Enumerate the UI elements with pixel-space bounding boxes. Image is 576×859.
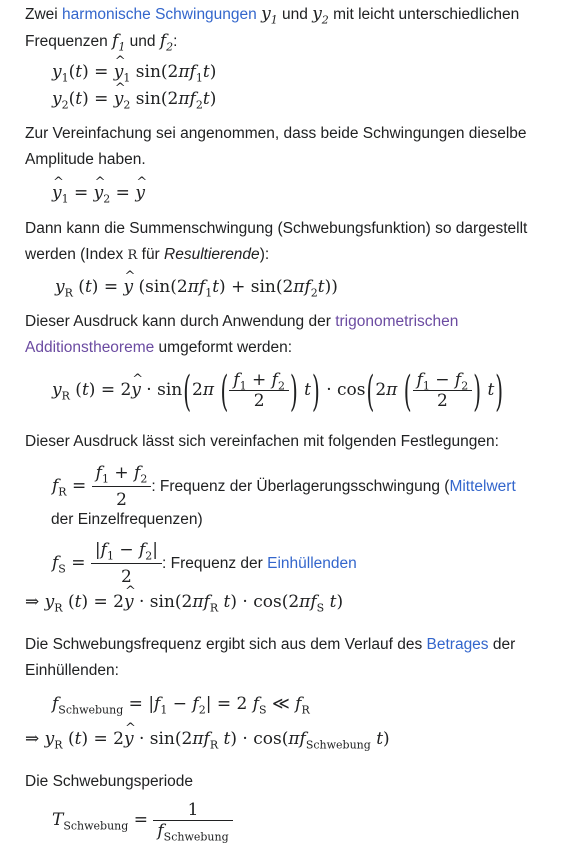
- link-trigonometrische-additionstheoreme[interactable]: trigonometrischen Additionstheoreme: [25, 313, 459, 356]
- paragraph-additionstheoreme: [25, 309, 560, 361]
- fr-desc-text: : Frequenz der Überlagerungsschwingung (: [151, 478, 450, 495]
- definition-fs: $f_S$ = $\frac{|f_1 - f_2|}{2}$ : Frequenz der Einhüllenden: [52, 537, 357, 590]
- para4-text-2: umgeformt werden:: [154, 339, 293, 356]
- definition-fr-cont: der Einzelfrequenzen): [51, 511, 203, 528]
- equation-y2: $y_2(t)$ = ^ $y_2$ $\sin(2\pi f_2t)$: [52, 89, 216, 109]
- para3-text-3: ):: [259, 246, 270, 263]
- colon: :: [173, 33, 178, 50]
- index-r: R: [127, 248, 138, 263]
- equation-y1: $y_1(t)$ = ^ $y_1$ $\sin(2\pi f_1t)$: [52, 62, 216, 82]
- para6-text-2: der Einhüllenden:: [25, 636, 516, 679]
- math-f1: $f_1$: [112, 31, 126, 54]
- resultierende-text: Resultierende: [164, 246, 260, 263]
- para3-text: Dann kann die Summenschwingung (Schwebungsfunktion) so dargestellt werden (Index: [25, 220, 528, 263]
- math-y1: $y_1$: [261, 4, 278, 27]
- intro-paragraph: [25, 1, 560, 55]
- link-mittelwert[interactable]: Mittelwert: [449, 478, 516, 495]
- definition-fr: $f_R$ = $\frac{f_1 + f_2}{2}$ : Frequenz der Überlagerungsschwingung (Mittelwert: [52, 460, 516, 513]
- paragraph-schwebungsperiode: Die Schwebungsperiode: [25, 773, 194, 790]
- intro-text: Zwei: [25, 6, 63, 23]
- equation-t-schwebung: $T_{Schwebung}$ = $\frac{1}{f_{Schwebung}}$: [52, 800, 233, 841]
- link-einhuellenden[interactable]: Einhüllenden: [267, 555, 357, 572]
- and-text-2: und: [125, 33, 160, 50]
- fs-desc-text: : Frequenz der: [162, 555, 268, 572]
- equation-yr-product: $y_R$ (t) = 2^ y · sin(2π ( $\frac{f_1 + f_2}{2}$ ) t) · cos(2π ( $\frac{f_1 - f_2}{2}$ ) t): [52, 370, 504, 411]
- equation-amplitude: ^ $y_1$ = ^ $y_2$ = ^ y: [52, 183, 145, 203]
- math-y2: $y_2$: [312, 4, 329, 27]
- paragraph-festlegungen: Dieser Ausdruck lässt sich vereinfachen mit folgenden Festlegungen:: [25, 433, 499, 450]
- paragraph-schwebungsfrequenz: [25, 632, 560, 684]
- para4-text: Dieser Ausdruck kann durch Anwendung der: [25, 313, 336, 330]
- equation-implication-2: ⇒ $y_R$ (t) = 2^ $y \cdot \sin(2\pi f_R$ $t) \cdot \cos(\pi f_{Schwebung}$ t): [25, 729, 390, 749]
- equation-yr-sum: $y_R$ (t) = ^ y $(\sin(2\pi f_1t) + \sin(2\pi f_2t))$: [55, 277, 338, 297]
- paragraph-summenschwingung: [25, 216, 560, 269]
- link-betrages[interactable]: Betrages: [426, 636, 489, 653]
- para6-text: Die Schwebungsfrequenz ergibt sich aus dem Verlauf des: [25, 636, 427, 653]
- equation-f-schwebung: $f_{Schwebung} = |f_1 - f_2| = 2$ $f_S$ ≪ $f_R$: [52, 694, 310, 717]
- link-harmonische-schwingungen[interactable]: harmonische Schwingungen: [62, 6, 257, 23]
- and-text: und: [277, 6, 313, 23]
- equation-implication-1: ⇒ $y_R$ (t) = 2^ $y \cdot \sin(2\pi f_R$ $t) \cdot \cos(2\pi f_S$ t): [25, 592, 343, 612]
- math-f2: $f_2$: [159, 31, 174, 54]
- para3-text-2: für: [137, 246, 165, 263]
- paragraph-amplitude: Zur Vereinfachung sei angenommen, dass beide Schwingungen dieselbe Amplitude haben.: [25, 125, 527, 168]
- intro-text-2: mit leicht unterschiedlichen Frequenzen: [25, 6, 520, 50]
